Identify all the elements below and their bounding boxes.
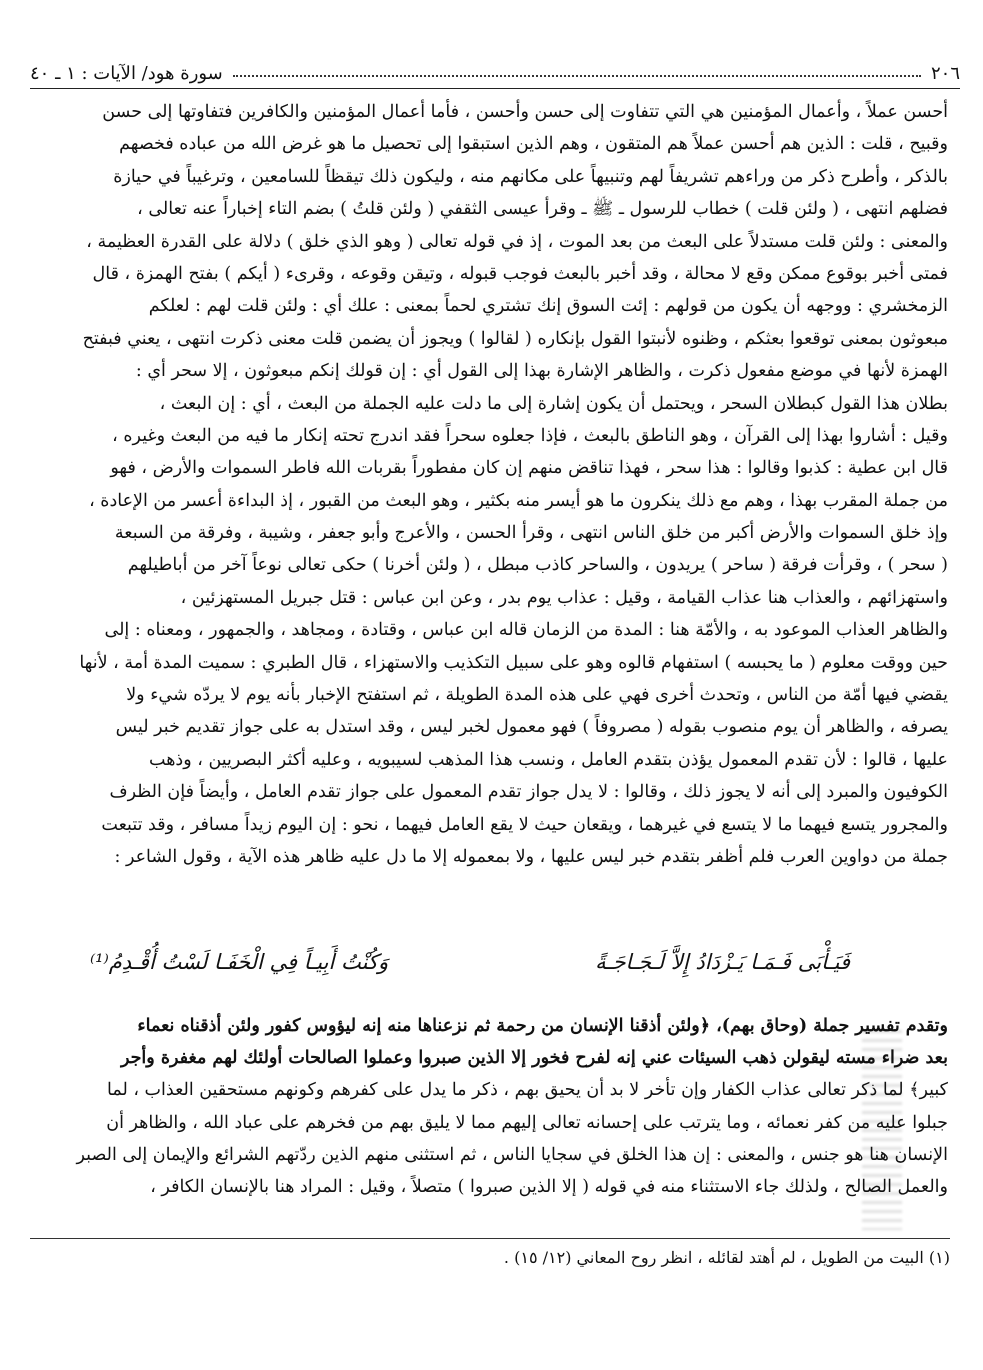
text-line: عليها ، قالوا : لأن تقدم المعمول يؤذن بتقدم العامل ، ونسب هذا المذهب لسيبويه ، وعليه أكثر البصريين ، وذهب <box>149 749 948 770</box>
text-line: جملة من دواوين العرب فلم أظفر بتقدم خبر ليس عليها ، ولا بمعموله إلا ما دل عليه ظاهر هذه الآية ، وقول الشاعر : <box>114 846 948 867</box>
text-line: الزمخشري : ووجهه أن يكون من قولهم : إئت السوق إنك تشتري لحماً بمعنى : علك أي : ولئن قلت لهم : لعلكم <box>148 296 948 317</box>
running-title: سورة هود/ الآيات : ١ ـ ٤٠ <box>30 62 223 84</box>
text-line: كبير﴾ لما ذكر تعالى عذاب الكفار وإن تأخر لا بد أن يحيق بهم ، ذكر ما يدل على كفرهم وكونهم مستحقين العذاب ، لما <box>107 1080 948 1101</box>
header-leader-dots <box>233 75 921 77</box>
text-line: الهمزة لأنها في موضع مفعول ذكرت ، والظاهر الإشارة بهذا إلى القول أي : إن قولك إنكم مبعوثون ، إلا سحر أي : <box>135 361 948 382</box>
text-line: بالذكر ، وأطرح ذكر من وراءهم تشريفاً لهم وتنبيهاً على مكانهم منه ، وليكون ذلك تيقظاً للسامعين ، وترغيباً في حيازة <box>113 166 948 187</box>
main-text <box>28 96 948 873</box>
text-line: مبعوثون بمعنى توقعوا بعثكم ، وظنوه لأنبتوا القول بإنكاره ( لقالوا ) ويجوز أن يضمن قلت معنى ذكرت انتهى ، يعني فبفتح <box>82 328 948 349</box>
text-line: والمجرور يتسع فيهما ما لا يتسع في غيرهما ، ويقعان حيث لا يقع العامل فيهما ، نحو : إن اليوم زيداً مسافر ، وقد تتبعت <box>101 814 948 835</box>
text-line: حين ووقت معلوم ( ما يحبسه ) استفهام قالوه وهو على سبيل التكذيب والاستهزاء ، قال الطبري : سميت المدة أمة ، لأنها <box>79 652 948 673</box>
text-line: الكوفيون والمبرد إلى أنه لا يجوز ذلك ، وقالوا : لا يدل جواز تقدم المعمول على جواز تقدم العامل ، وأيضاً فإن الظرف <box>109 782 948 803</box>
text-line: والظاهر العذاب الموعود به ، والأمّة هنا : المدة من الزمان قاله ابن عباس ، وقتادة ، ومجاهد ، والجمهور ، ومعناه : إلى <box>104 620 948 641</box>
verse-first-hemistich: فَيَـأْبَى فَـمَـا يَـزْدَادُ إِلاَّ لَـجَـاجَـةً <box>595 950 850 974</box>
text-line: يصرفه ، والظاهر أن يوم منصوب بقوله ( مصروفاً ) فهو معمول لخبر ليس ، وقد استدل به على جواز تقديم خبر ليس <box>115 717 948 738</box>
text-line: فمتى أخبر بوقوع ممكن وقع لا محالة ، وقد أخبر بالبعث فوجب قبوله ، وتيقن وقوعه ، وقرىء ( أيكم ) بفتح الهمزة ، قال <box>92 263 948 284</box>
text-line: ( سحر ) ، وقرأت فرقة ( ساحر ) يريدون ، والساحر كاذب مبطل ، ( ولئن أخرنا ) حكى تعالى نوعاً آخر من أباطيلهم <box>127 555 948 576</box>
text-line: بطلان هذا القول كبطلان السحر ، ويحتمل أن يكون إشارة إلى ما دلت عليه الجملة من البعث ، أي : إن البعث ، <box>159 393 948 414</box>
text-line: قال ابن عطية : كذبوا وقالوا : هذا سحر ، فهذا تناقض منهم إن كان مفطوراً بقربات الله فاطر السموات والأرض ، فهو <box>110 458 948 479</box>
footnote-separator <box>30 1238 950 1239</box>
text-line: وقيل : أشاروا بهذا إلى القرآن ، وهو الناطق بالبعث ، فإذا جعلوه سحراً فقد اندرج تحته إنكار ما فيه من البعث وغيره ، <box>112 425 948 446</box>
text-line: بعد ضراء مسته ليقولن ذهب السيئات عني إنه لفرح فخور إلا الذين صبروا وعملوا الصالحات أولئك لهم مغفرة وأجر <box>120 1048 948 1069</box>
footnote: (١) البيت من الطويل ، لم أهتد لقائله ، انظر روح المعاني (١٢/ ١٥) . <box>503 1248 950 1267</box>
next-section-text <box>28 1010 948 1203</box>
text-line: جبلوا عليه من كفر نعمائه ، وما يترتب على إحسانه تعالى إليهم مما لا يليق بهم من فخرهم على عباد الله ، والظاهر أن <box>106 1112 948 1133</box>
page-header <box>30 58 960 89</box>
text-line: من جملة المقرب بهذا ، وهم مع ذلك ينكرون ما هو أيسر منه بكثير ، وهو البعث من القبور ، إذ البداءة أعسر من الإعادة ، <box>89 490 948 511</box>
text-line: وقبيح ، قلت : الذين هم أحسن عملاً هم المتقون ، وهم الذين استبقوا إلى تحصيل ما هو غرض الله من عباده فخصهم <box>119 134 948 155</box>
text-line: والمعنى : ولئن قلت مستدلاً على البعث من بعد الموت ، إذ في قوله تعالى ( وهو الذي خلق ) دلالة على القدرة العظيمة ، <box>86 231 948 252</box>
poetry-verse <box>90 950 850 974</box>
page-number: ٢٠٦ <box>930 62 960 84</box>
text-line: فضلهم انتهى ، ( ولئن قلت ) خطاب للرسول ـ ﷺ ـ وقرأ عيسى الثقفي ( ولئن قلتُ ) بضم التاء إخباراً عنه تعالى ، <box>137 199 948 220</box>
text-line: أحسن عملاً ، وأعمال المؤمنين هي التي تتفاوت إلى حسن وأحسن ، فأما أعمال المؤمنين والكافرين فتفاوتها إلى حسن <box>102 102 948 122</box>
text-line: واستهزائهم ، والعذاب هنا عذاب القيامة ، وقيل : عذاب يوم بدر ، وعن ابن عباس : قتل جبريل المستهزئين ، <box>180 587 948 608</box>
text-line: والعمل الصالح ، ولذلك جاء الاستثناء منه في قوله ( إلا الذين صبروا ) متصلاً ، وقيل : المراد هنا بالإنسان الكافر ، <box>150 1176 948 1197</box>
text-line: الإنسان هنا هو جنس ، والمعنى : إن هذا الخلق في سجايا الناس ، ثم استثنى منهم الذين ردّتهم الشرائع والإيمان إلى الصبر <box>76 1144 948 1165</box>
verse-second-hemistich: وَكُنْتُ أَبِيـاً فِي الْخَفَـا لَسْتُ أُقْـدِمُ⁽¹⁾ <box>90 950 389 974</box>
text-line: يقضي فيها أمّة من الناس ، وتحدث أخرى فهي على هذه المدة الطويلة ، ثم استفتح الإخبار بأنه يوم لا يردّه شيء ولا <box>126 685 948 706</box>
text-line: وإذ خلق السموات والأرض أكبر من خلق الناس انتهى ، وقرأ الحسن ، والأعرج وأبو جعفر ، وشيبة ، وفرقة من السبعة <box>114 523 948 544</box>
text-line: وتقدم تفسير جملة (وحاق بهم)، ﴿ولئن أذقنا الإنسان من رحمة ثم نزعناها منه إنه ليؤوس كفور ولئن أذقناه نعماء <box>137 1016 948 1036</box>
